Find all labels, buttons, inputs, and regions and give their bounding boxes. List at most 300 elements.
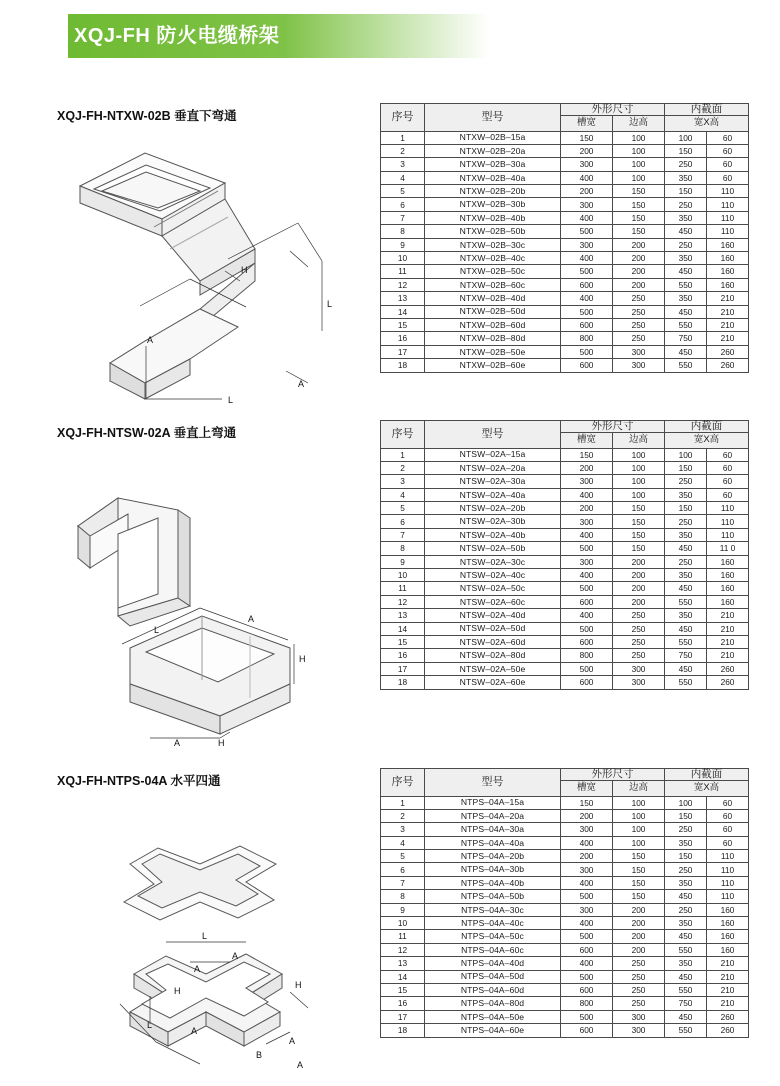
table-row [381, 211, 749, 224]
cell-inner-height: 60 [707, 158, 749, 171]
cell-no: 13 [381, 292, 425, 305]
cell-slot-width: 400 [561, 836, 613, 849]
svg-text:H: H [295, 980, 302, 990]
cell-side-height: 250 [613, 332, 665, 345]
cell-no: 10 [381, 569, 425, 582]
svg-text:A: A [297, 1060, 304, 1070]
cell-model: NTXW–02B–20b [425, 185, 561, 198]
table-row [381, 836, 749, 849]
cell-slot-width: 200 [561, 809, 613, 822]
cell-side-height: 100 [613, 171, 665, 184]
cell-side-height: 150 [613, 225, 665, 238]
cell-inner-width: 350 [665, 609, 707, 622]
cell-model: NTPS–04A–60c [425, 943, 561, 956]
header-slot-width: 槽宽 [561, 115, 613, 131]
table-header-row [381, 769, 749, 781]
cell-model: NTPS–04A–30c [425, 903, 561, 916]
cell-side-height: 300 [613, 359, 665, 372]
cell-inner-width: 550 [665, 635, 707, 648]
cell-no: 15 [381, 983, 425, 996]
cell-no: 1 [381, 796, 425, 809]
table-row [381, 676, 749, 689]
cell-model: NTSW–02A–30c [425, 555, 561, 568]
table-row [381, 171, 749, 184]
cell-slot-width: 500 [561, 1010, 613, 1023]
header-inner-wh: 宽X高 [665, 780, 749, 796]
cell-model: NTPS–04A–50d [425, 970, 561, 983]
cell-model: NTXW–02B–60e [425, 359, 561, 372]
cell-no: 14 [381, 970, 425, 983]
header-no: 序号 [381, 104, 425, 132]
table-body-2 [381, 796, 749, 1037]
cell-slot-width: 500 [561, 622, 613, 635]
cell-inner-width: 350 [665, 876, 707, 889]
cell-no: 3 [381, 475, 425, 488]
table-row [381, 252, 749, 265]
header-inner: 内截面 [665, 104, 749, 116]
cell-no: 3 [381, 158, 425, 171]
cell-side-height: 300 [613, 345, 665, 358]
cell-inner-width: 450 [665, 542, 707, 555]
table-row [381, 569, 749, 582]
vertical-up-bend-diagram [50, 448, 350, 748]
header-inner-wh: 宽X高 [665, 115, 749, 131]
cell-slot-width: 300 [561, 158, 613, 171]
cell-inner-width: 150 [665, 850, 707, 863]
table-row [381, 943, 749, 956]
cell-slot-width: 400 [561, 528, 613, 541]
table-row [381, 823, 749, 836]
svg-text:B: B [256, 1050, 263, 1060]
cell-slot-width: 600 [561, 359, 613, 372]
cell-inner-width: 550 [665, 943, 707, 956]
section-title: XQJ-FH-NTPS-04A 水平四通 [57, 774, 221, 788]
cell-no: 16 [381, 332, 425, 345]
cell-inner-width: 450 [665, 582, 707, 595]
cell-side-height: 250 [613, 957, 665, 970]
header-model: 型号 [425, 769, 561, 797]
table-row [381, 238, 749, 251]
cell-inner-width: 750 [665, 997, 707, 1010]
svg-text:A: A [191, 1026, 198, 1036]
cell-inner-width: 350 [665, 836, 707, 849]
cell-inner-width: 350 [665, 252, 707, 265]
cell-inner-width: 150 [665, 809, 707, 822]
cell-inner-height: 210 [707, 957, 749, 970]
cell-model: NTPS–04A–60d [425, 983, 561, 996]
cell-inner-width: 100 [665, 448, 707, 461]
svg-text:A: A [298, 379, 305, 389]
cell-inner-height: 160 [707, 278, 749, 291]
cell-inner-width: 350 [665, 569, 707, 582]
table-row [381, 144, 749, 157]
cell-inner-height: 210 [707, 649, 749, 662]
cell-no: 10 [381, 252, 425, 265]
table-row [381, 903, 749, 916]
cell-inner-width: 450 [665, 345, 707, 358]
cell-no: 11 [381, 582, 425, 595]
cell-model: NTSW–02A–40b [425, 528, 561, 541]
cell-inner-height: 60 [707, 488, 749, 501]
cell-slot-width: 800 [561, 332, 613, 345]
cell-inner-width: 250 [665, 198, 707, 211]
cell-model: NTSW–02A–60e [425, 676, 561, 689]
cell-inner-width: 250 [665, 903, 707, 916]
cell-side-height: 200 [613, 569, 665, 582]
cell-side-height: 150 [613, 850, 665, 863]
cell-inner-width: 350 [665, 917, 707, 930]
cell-slot-width: 600 [561, 676, 613, 689]
cell-model: NTPS–04A–50c [425, 930, 561, 943]
cell-inner-height: 160 [707, 238, 749, 251]
header-inner: 内截面 [665, 769, 749, 781]
cell-no: 17 [381, 662, 425, 675]
cell-slot-width: 200 [561, 502, 613, 515]
cell-side-height: 150 [613, 542, 665, 555]
header-outer: 外形尺寸 [561, 769, 665, 781]
cell-inner-height: 260 [707, 676, 749, 689]
cell-model: NTSW–02A–50e [425, 662, 561, 675]
table-row [381, 1010, 749, 1023]
svg-text:A: A [194, 964, 201, 974]
cell-no: 18 [381, 359, 425, 372]
header-no: 序号 [381, 769, 425, 797]
cell-no: 6 [381, 863, 425, 876]
horizontal-cross-diagram [50, 796, 350, 1086]
cell-inner-height: 210 [707, 970, 749, 983]
svg-text:A: A [232, 951, 239, 961]
cell-inner-width: 350 [665, 528, 707, 541]
table-row [381, 1024, 749, 1037]
table-row [381, 528, 749, 541]
table-row [381, 502, 749, 515]
cell-no: 9 [381, 903, 425, 916]
cell-slot-width: 150 [561, 131, 613, 144]
cell-inner-height: 160 [707, 595, 749, 608]
cell-inner-width: 450 [665, 930, 707, 943]
cell-slot-width: 500 [561, 930, 613, 943]
table-row [381, 863, 749, 876]
spec-table [380, 768, 749, 1038]
cell-model: NTSW–02A–50b [425, 542, 561, 555]
cell-slot-width: 400 [561, 957, 613, 970]
cell-slot-width: 300 [561, 198, 613, 211]
cell-slot-width: 500 [561, 345, 613, 358]
cell-slot-width: 150 [561, 796, 613, 809]
cell-side-height: 100 [613, 131, 665, 144]
table-row [381, 850, 749, 863]
cell-slot-width: 500 [561, 542, 613, 555]
page-header-banner [30, 14, 490, 58]
cell-model: NTPS–04A–15a [425, 796, 561, 809]
cell-inner-height: 160 [707, 930, 749, 943]
table-row [381, 635, 749, 648]
cell-slot-width: 150 [561, 448, 613, 461]
cell-model: NTXW–02B–20a [425, 144, 561, 157]
cell-slot-width: 300 [561, 555, 613, 568]
table-row [381, 595, 749, 608]
table-row [381, 609, 749, 622]
cell-slot-width: 500 [561, 265, 613, 278]
cell-no: 15 [381, 318, 425, 331]
section-title: XQJ-FH-NTXW-02B 垂直下弯通 [57, 109, 237, 123]
cell-model: NTSW–02A–20a [425, 461, 561, 474]
cell-side-height: 150 [613, 502, 665, 515]
cell-inner-height: 60 [707, 461, 749, 474]
table-row [381, 876, 749, 889]
cell-inner-height: 110 [707, 876, 749, 889]
cell-side-height: 100 [613, 158, 665, 171]
cell-side-height: 100 [613, 836, 665, 849]
cell-slot-width: 400 [561, 569, 613, 582]
cell-slot-width: 600 [561, 318, 613, 331]
cell-inner-width: 250 [665, 158, 707, 171]
header-model: 型号 [425, 104, 561, 132]
cell-model: NTPS–04A–20b [425, 850, 561, 863]
page-title: XQJ-FH 防火电缆桥架 [74, 25, 280, 47]
cell-inner-width: 450 [665, 1010, 707, 1023]
table-row [381, 917, 749, 930]
cell-inner-width: 550 [665, 595, 707, 608]
cell-inner-height: 260 [707, 345, 749, 358]
cell-side-height: 200 [613, 595, 665, 608]
cell-side-height: 100 [613, 475, 665, 488]
cell-inner-height: 60 [707, 836, 749, 849]
cell-model: NTXW–02B–50e [425, 345, 561, 358]
cell-slot-width: 600 [561, 595, 613, 608]
cell-slot-width: 600 [561, 278, 613, 291]
header-slot-width: 槽宽 [561, 432, 613, 448]
header-no: 序号 [381, 421, 425, 449]
cell-no: 4 [381, 488, 425, 501]
cell-inner-height: 210 [707, 305, 749, 318]
spec-table [380, 103, 749, 373]
cell-model: NTXW–02B–40c [425, 252, 561, 265]
cell-slot-width: 500 [561, 305, 613, 318]
cell-no: 17 [381, 1010, 425, 1023]
cell-inner-height: 210 [707, 609, 749, 622]
table-row [381, 461, 749, 474]
table-row [381, 292, 749, 305]
cell-model: NTPS–04A–20a [425, 809, 561, 822]
cell-model: NTXW–02B–30b [425, 198, 561, 211]
cell-model: NTSW–02A–50c [425, 582, 561, 595]
cell-model: NTPS–04A–50b [425, 890, 561, 903]
table-row [381, 970, 749, 983]
cell-model: NTXW–02B–60c [425, 278, 561, 291]
cell-side-height: 200 [613, 555, 665, 568]
cell-side-height: 150 [613, 185, 665, 198]
cell-model: NTSW–02A–40d [425, 609, 561, 622]
cell-side-height: 100 [613, 796, 665, 809]
cell-inner-width: 250 [665, 823, 707, 836]
cell-no: 6 [381, 515, 425, 528]
cell-model: NTXW–02B–40a [425, 171, 561, 184]
cell-side-height: 200 [613, 943, 665, 956]
table-row [381, 448, 749, 461]
cell-inner-width: 350 [665, 292, 707, 305]
cell-side-height: 250 [613, 318, 665, 331]
cell-side-height: 100 [613, 809, 665, 822]
cell-inner-height: 110 [707, 528, 749, 541]
cell-slot-width: 800 [561, 997, 613, 1010]
cell-side-height: 300 [613, 1024, 665, 1037]
cell-no: 1 [381, 448, 425, 461]
cell-inner-height: 110 [707, 890, 749, 903]
table-row [381, 997, 749, 1010]
svg-text:L: L [327, 299, 333, 309]
cell-inner-height: 60 [707, 809, 749, 822]
table-row [381, 983, 749, 996]
cell-no: 7 [381, 211, 425, 224]
table-header-row [381, 421, 749, 433]
cell-side-height: 150 [613, 863, 665, 876]
cell-no: 5 [381, 185, 425, 198]
table-row [381, 265, 749, 278]
banner-white-tab [30, 14, 68, 58]
cell-inner-width: 550 [665, 1024, 707, 1037]
cell-no: 16 [381, 649, 425, 662]
cell-no: 9 [381, 555, 425, 568]
table-row [381, 582, 749, 595]
cell-inner-width: 250 [665, 238, 707, 251]
cell-model: NTPS–04A–60e [425, 1024, 561, 1037]
cell-inner-width: 150 [665, 502, 707, 515]
cell-model: NTXW–02B–50c [425, 265, 561, 278]
cell-model: NTPS–04A–30a [425, 823, 561, 836]
cell-no: 10 [381, 917, 425, 930]
cell-inner-height: 160 [707, 569, 749, 582]
cell-side-height: 100 [613, 448, 665, 461]
cell-inner-width: 550 [665, 359, 707, 372]
table-row [381, 318, 749, 331]
cell-no: 2 [381, 809, 425, 822]
svg-text:L: L [154, 625, 160, 635]
cell-inner-width: 450 [665, 305, 707, 318]
cell-no: 12 [381, 278, 425, 291]
cell-inner-height: 110 [707, 515, 749, 528]
cell-inner-width: 750 [665, 649, 707, 662]
cell-inner-height: 160 [707, 943, 749, 956]
cell-slot-width: 300 [561, 823, 613, 836]
header-side-height: 边高 [613, 432, 665, 448]
spec-table-wrap-2 [380, 768, 748, 1038]
cell-inner-height: 110 [707, 198, 749, 211]
table-row [381, 345, 749, 358]
cell-slot-width: 500 [561, 890, 613, 903]
cell-side-height: 250 [613, 635, 665, 648]
cell-inner-height: 160 [707, 265, 749, 278]
cell-no: 7 [381, 528, 425, 541]
cell-slot-width: 200 [561, 461, 613, 474]
cell-inner-height: 260 [707, 662, 749, 675]
cell-side-height: 200 [613, 917, 665, 930]
svg-text:H: H [299, 654, 306, 664]
cell-inner-width: 100 [665, 796, 707, 809]
cell-side-height: 250 [613, 983, 665, 996]
cell-side-height: 250 [613, 622, 665, 635]
table-body-0 [381, 131, 749, 372]
cell-inner-height: 260 [707, 1010, 749, 1023]
cell-no: 13 [381, 609, 425, 622]
cell-model: NTXW–02B–50d [425, 305, 561, 318]
cell-model: NTSW–02A–20b [425, 502, 561, 515]
cell-inner-width: 750 [665, 332, 707, 345]
header-side-height: 边高 [613, 115, 665, 131]
table-row [381, 198, 749, 211]
table-row [381, 555, 749, 568]
cell-inner-width: 550 [665, 676, 707, 689]
table-row [381, 305, 749, 318]
cell-side-height: 250 [613, 305, 665, 318]
cell-slot-width: 500 [561, 225, 613, 238]
cell-no: 18 [381, 1024, 425, 1037]
cell-slot-width: 300 [561, 475, 613, 488]
cell-side-height: 200 [613, 582, 665, 595]
cell-no: 5 [381, 850, 425, 863]
cell-model: NTSW–02A–60c [425, 595, 561, 608]
cell-slot-width: 400 [561, 252, 613, 265]
cell-side-height: 100 [613, 488, 665, 501]
cell-slot-width: 400 [561, 292, 613, 305]
cell-inner-height: 110 [707, 225, 749, 238]
header-slot-width: 槽宽 [561, 780, 613, 796]
cell-side-height: 300 [613, 662, 665, 675]
cell-slot-width: 200 [561, 850, 613, 863]
cell-no: 11 [381, 265, 425, 278]
cell-inner-width: 550 [665, 318, 707, 331]
cell-slot-width: 500 [561, 582, 613, 595]
cell-slot-width: 400 [561, 171, 613, 184]
svg-text:A: A [174, 738, 181, 748]
cell-side-height: 100 [613, 144, 665, 157]
cell-inner-height: 110 [707, 502, 749, 515]
table-row [381, 332, 749, 345]
cell-model: NTSW–02A–15a [425, 448, 561, 461]
table-row [381, 649, 749, 662]
cell-inner-width: 250 [665, 863, 707, 876]
cell-slot-width: 500 [561, 662, 613, 675]
header-inner: 内截面 [665, 421, 749, 433]
cell-inner-height: 160 [707, 917, 749, 930]
svg-text:H: H [218, 738, 225, 748]
cell-no: 4 [381, 171, 425, 184]
cell-slot-width: 300 [561, 903, 613, 916]
cell-inner-height: 11 0 [707, 542, 749, 555]
cell-inner-height: 210 [707, 622, 749, 635]
cell-side-height: 200 [613, 252, 665, 265]
cell-inner-width: 350 [665, 211, 707, 224]
cell-slot-width: 600 [561, 635, 613, 648]
vertical-down-bend-diagram [50, 131, 350, 421]
cell-inner-height: 110 [707, 185, 749, 198]
cell-side-height: 100 [613, 823, 665, 836]
cell-side-height: 250 [613, 997, 665, 1010]
cell-inner-height: 210 [707, 318, 749, 331]
cell-inner-height: 210 [707, 997, 749, 1010]
cell-no: 15 [381, 635, 425, 648]
cell-inner-height: 60 [707, 448, 749, 461]
cell-model: NTXW–02B–50b [425, 225, 561, 238]
header-side-height: 边高 [613, 780, 665, 796]
cell-inner-width: 450 [665, 265, 707, 278]
cell-model: NTXW–02B–15a [425, 131, 561, 144]
cell-no: 14 [381, 622, 425, 635]
table-row [381, 622, 749, 635]
cell-slot-width: 400 [561, 609, 613, 622]
cell-inner-height: 210 [707, 983, 749, 996]
table-row [381, 488, 749, 501]
